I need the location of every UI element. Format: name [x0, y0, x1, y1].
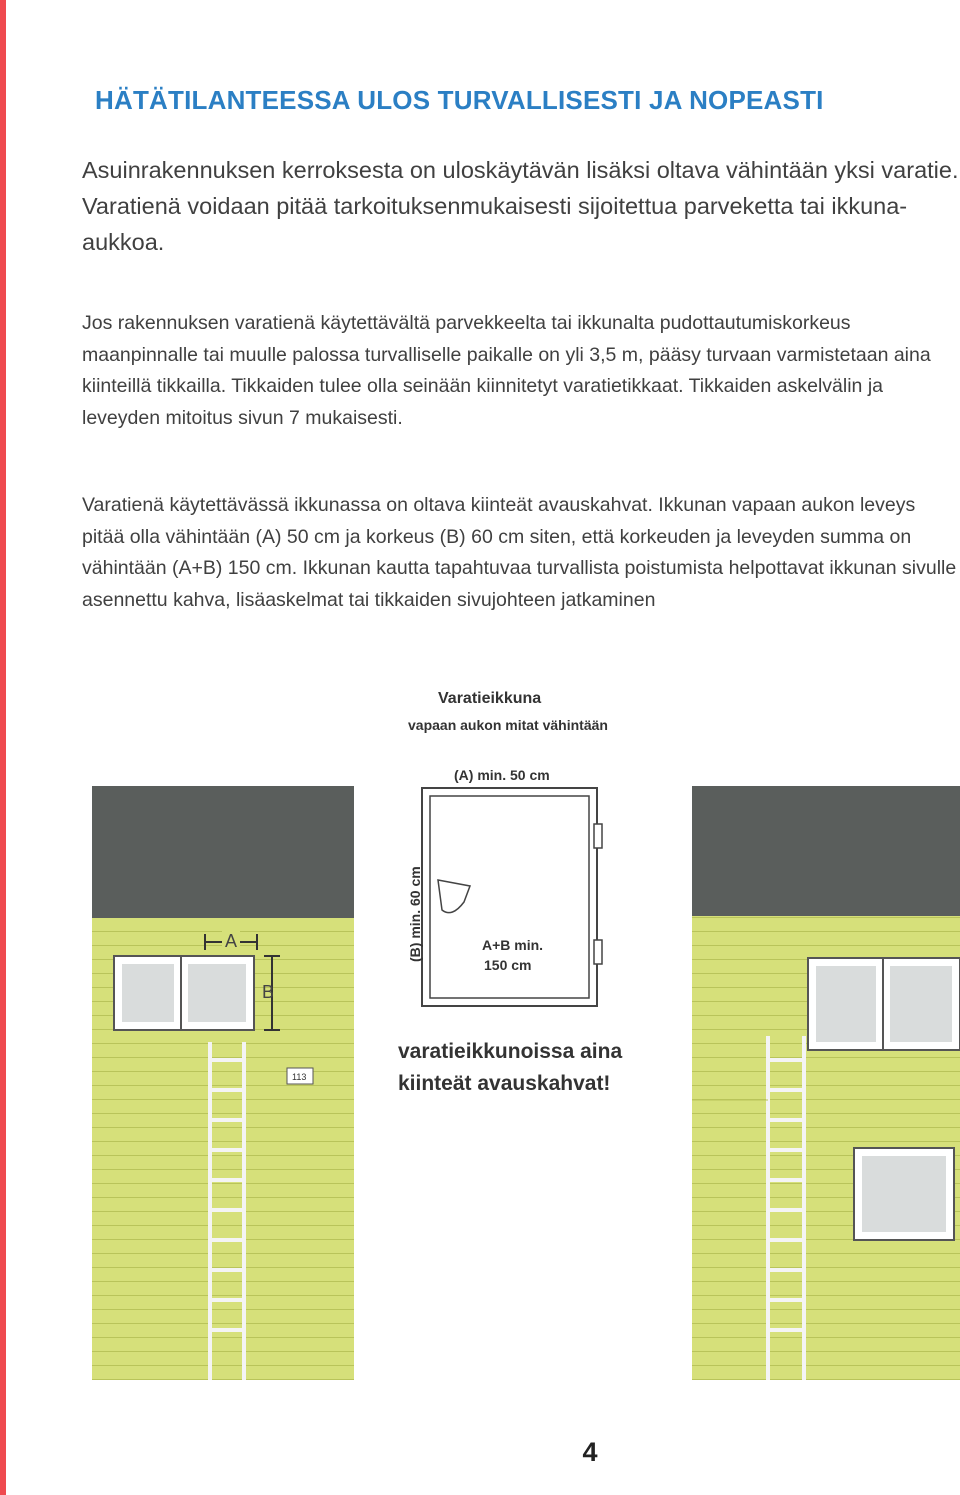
sum-label-line2: 150 cm	[484, 957, 532, 973]
diagram-subtitle: vapaan aukon mitat vähintään	[408, 717, 608, 733]
ladder-paragraph: Jos rakennuksen varatienä käytettävältä parvekkeelta tai ikkunalta pudottautumiskorkeus maanpinnalle tai muulle palossa turvalliselle paikalle on yli 3,5 m, pääsy turvaan varmistetaan aina kiinteillä tikkailla. Tikkaiden tulee olla seinään kiinnitetyt varatietikkaat. Tikkaiden askelvälin ja leveyden mitoitus sivun 7 mukaisesti.	[82, 312, 931, 429]
illustration-svg	[92, 680, 960, 1380]
left-house	[92, 786, 354, 1380]
diagram-title: Varatieikkuna	[438, 690, 542, 707]
marker-b-label: B	[262, 982, 275, 1002]
notice-line2: kiinteät avauskahvat!	[398, 1072, 611, 1095]
escape-window-illustration	[92, 680, 960, 1380]
left-roof	[92, 786, 354, 918]
sum-label-line1: A+B min.	[482, 937, 544, 953]
window-paragraph: Varatienä käytettävässä ikkunassa on oltava kiinteät avauskahvat. Ikkunan vapaan aukon leveys pitää olla vähintään (A) 50 cm ja korkeus (B) 60 cm siten, että korkeuden ja leveyden summa on vähintään (A+B) 150 cm. Ikkunan kautta tapahtuvaa turvallista poistumista helpottavat ikkunan sivulle asennettu kahva, lisäaskelmat tai tikkaiden sivujohteen jatkaminen	[82, 494, 957, 611]
notice-line1: varatieikkunoissa aina	[398, 1040, 623, 1063]
hinge-top	[594, 824, 602, 848]
height-label: (B) min. 60 cm	[407, 866, 423, 962]
page-title: HÄTÄTILANTEESSA ULOS TURVALLISESTI JA NOPEASTI	[95, 85, 824, 115]
intro-paragraph: Asuinrakennuksen kerroksesta on uloskäytävän lisäksi oltava vähintään yksi varatie. Varatienä voidaan pitää tarkoituksenmukaisesti sijoitettua parveketta tai ikkuna-aukkoa.	[82, 157, 959, 255]
right-house	[692, 786, 960, 1380]
hinge-bottom	[594, 940, 602, 964]
window-diagram	[398, 690, 622, 1095]
marker-a-label: A	[225, 931, 238, 951]
page-number: 4	[582, 1437, 598, 1467]
right-roof	[692, 786, 960, 916]
width-label: (A) min. 50 cm	[454, 767, 550, 783]
page-edge-bar	[0, 0, 6, 1495]
house-number: 113	[292, 1072, 307, 1082]
